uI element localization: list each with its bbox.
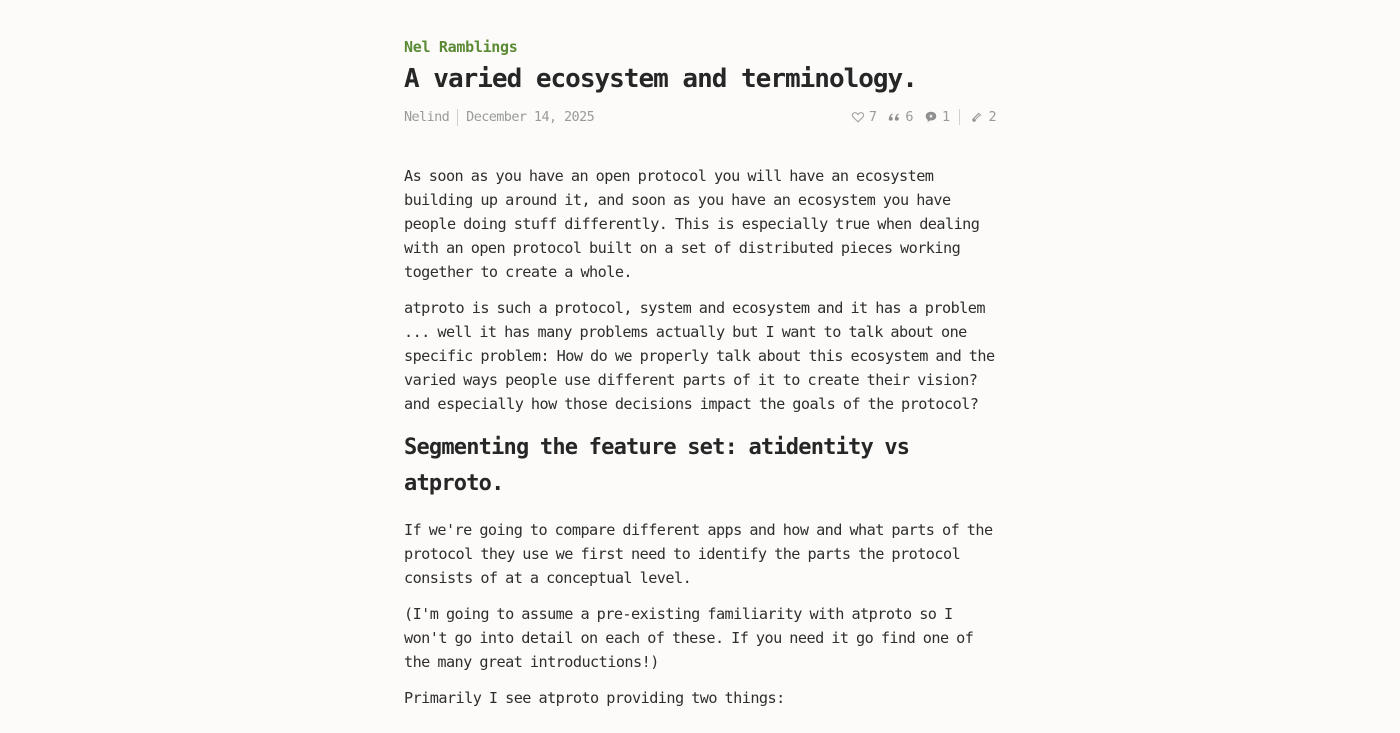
- publication-name-link[interactable]: Nel Ramblings: [404, 38, 518, 56]
- section-heading: Segmenting the feature set: atidentity vs atproto.: [404, 435, 910, 496]
- mentions-button[interactable]: [970, 109, 996, 125]
- stats-divider: [959, 109, 960, 125]
- quote-icon: [887, 110, 901, 124]
- heart-icon: [851, 110, 865, 124]
- paragraph: atproto is such a protocol, system and ecosystem and it has a problem ... well it has many problems actually but I want to talk about one specific problem: How do we properly talk about this ecosystem and the varied ways people use different parts of it to create their vision? and especially how those decisions impact the goals of the protocol?: [404, 299, 995, 413]
- post-title: A varied ecosystem and terminology.: [404, 64, 917, 94]
- post-stats: [851, 109, 996, 125]
- paragraph: Primarily I see atproto providing two things:: [404, 689, 785, 707]
- paragraph: As soon as you have an open protocol you will have an ecosystem building up around it, and soon as you have an ecosystem you have people doing stuff differently. This is especially true when dealing with an open protocol built on a set of distributed pieces working together to create a whole.: [404, 167, 980, 281]
- byline: [404, 109, 594, 126]
- comments-count: 1: [941, 109, 950, 125]
- post-content: [404, 164, 996, 722]
- likes-count: 7: [868, 109, 877, 125]
- paragraph: If we're going to compare different apps and how and what parts of the protocol they use we first need to identify the parts the protocol consists of at a conceptual level.: [404, 521, 993, 587]
- comments-button[interactable]: [924, 109, 950, 125]
- divider: [457, 109, 458, 126]
- pencil-tag-icon: [970, 110, 984, 124]
- comment-icon: [924, 110, 938, 124]
- post-meta: [404, 107, 996, 127]
- publish-date: December 14, 2025: [466, 109, 595, 125]
- likes-button[interactable]: [851, 109, 877, 125]
- quotes-button[interactable]: [887, 109, 913, 125]
- quotes-count: 6: [905, 109, 913, 125]
- paragraph: (I'm going to assume a pre-existing familiarity with atproto so I won't go into detail on each of these. If you need it go find one of the many great introductions!): [404, 605, 974, 671]
- mentions-count: 2: [988, 109, 996, 125]
- author-name[interactable]: Nelind: [404, 109, 450, 125]
